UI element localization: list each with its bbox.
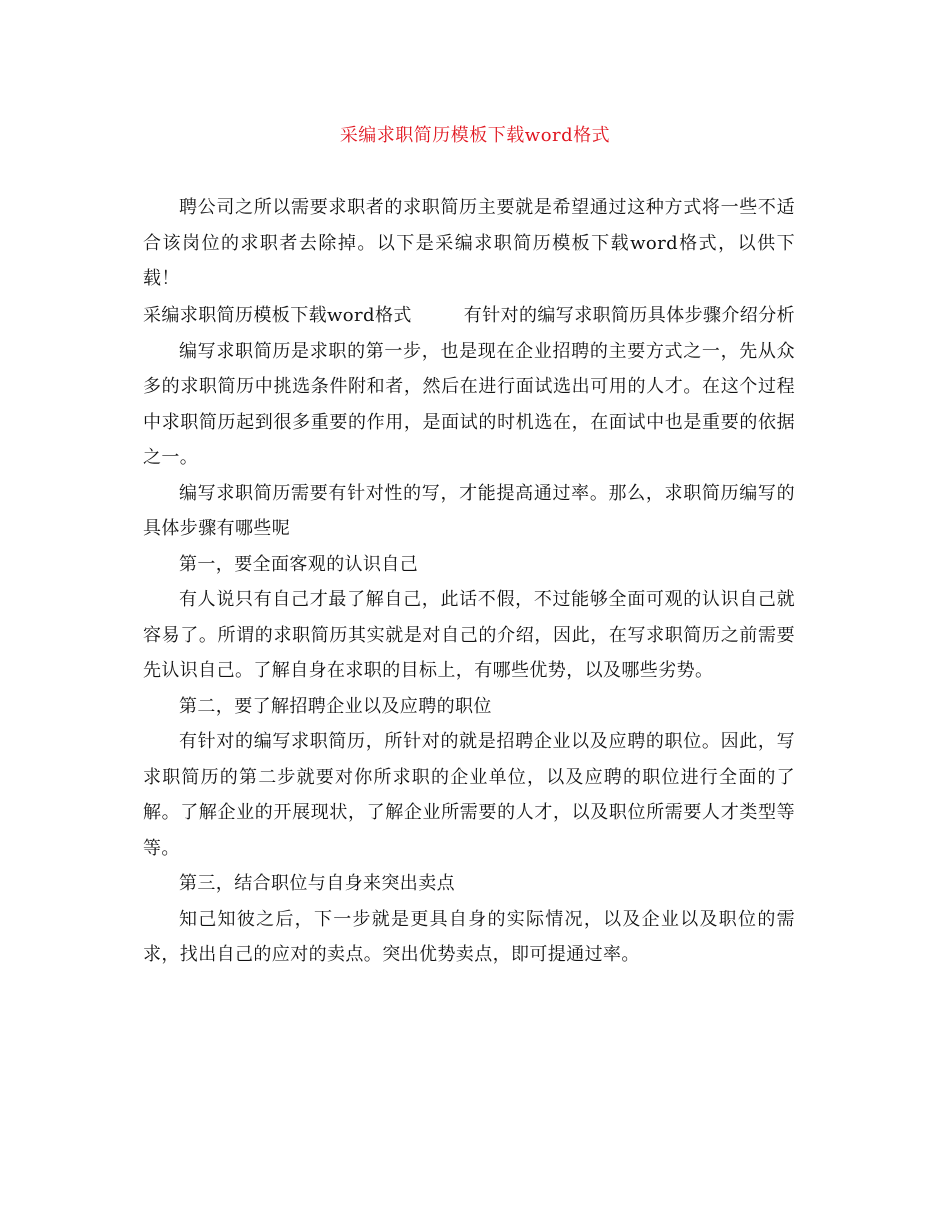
- step-heading-3: 第三，结合职位与自身来突出卖点: [179, 873, 455, 894]
- section-heading-line: [143, 298, 795, 334]
- body-paragraph: 有针对的编写求职简历，所针对的就是招聘企业以及应聘的职位。因此，写求职简历的第二步就要对你所求职的企业单位，以及应聘的职位进行全面的了解。了解企业的开展现状，了解企业所需要的人才，以及职位所需要人才类型等等。: [143, 731, 795, 859]
- step-heading-1: 第一，要全面客观的认识自己: [179, 553, 419, 575]
- body-paragraph: 有人说只有自己才最了解自己，此话不假，不过能够全面可观的认识自己就容易了。所谓的求职简历其实就是对自己的介绍，因此，在写求职简历之前需要先认识自己。了解自身在求职的目标上，有哪些优势，以及哪些劣势。: [143, 589, 795, 681]
- body-paragraph: 知己知彼之后，下一步就是更具自身的实际情况，以及企业以及职位的需求，找出自己的应对的卖点。突出优势卖点，即可提通过率。: [143, 908, 795, 965]
- intro-paragraph: 聘公司之所以需要求职者的求职简历主要就是希望通过这种方式将一些不适合该岗位的求职者去除掉。以下是采编求职简历模板下载word格式，以供下载！: [143, 197, 795, 289]
- section-heading-left: 采编求职简历模板下载word格式: [143, 305, 412, 326]
- section-heading-right: 有针对的编写求职简历具体步骤介绍分析: [463, 305, 795, 326]
- body-paragraph: 编写求职简历是求职的第一步，也是现在企业招聘的主要方式之一，先从众多的求职简历中挑选条件附和者，然后在进行面试选出可用的人才。在这个过程中求职简历起到很多重要的作用，是面试的时机选在，在面试中也是重要的依据之一。: [143, 340, 795, 468]
- step-heading-2: 第二，要了解招聘企业以及应聘的职位: [179, 695, 492, 717]
- main-block: [143, 298, 795, 973]
- document-title: 采编求职简历模板下载word格式: [339, 125, 611, 146]
- intro-block: [143, 190, 795, 297]
- body-paragraph: 编写求职简历需要有针对性的写，才能提高通过率。那么，求职简历编写的具体步骤有哪些呢: [143, 482, 795, 539]
